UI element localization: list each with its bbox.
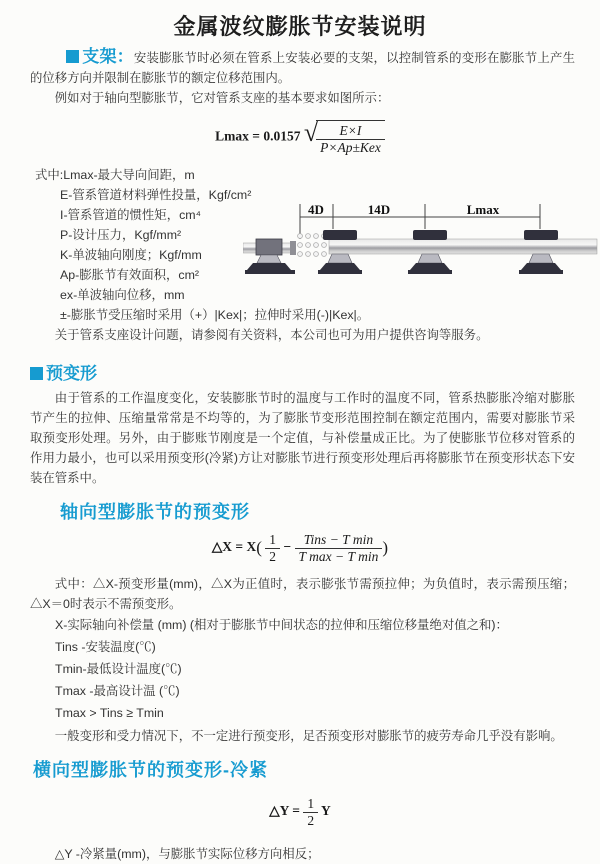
formula-lateral-rhs: Y — [320, 803, 331, 819]
definition-item: I-管系管道的惯性矩，cm⁴ — [60, 208, 201, 223]
list-item: Tins -安装温度(℃) — [55, 640, 156, 655]
definition-item: P-设计压力，Kgf/mm² — [60, 228, 182, 243]
definition-item: ex-单波轴向位移，mm — [60, 288, 185, 303]
axial-variable-list — [55, 616, 600, 724]
axial-description: 式中：△X-预变形量(mm)，△X为正值时，表示膨张节需预拉伸；为负值时，表示需预压缩；△X＝0时表示不需预变形。 — [30, 577, 575, 612]
fraction-half: $\frac{1}{2}$ — [303, 796, 318, 828]
dimension-label-4d: 4D — [308, 203, 324, 217]
formula-lateral-lhs: △Y = — [269, 803, 300, 819]
axial-note: 一般变形和受力情况下，不一定进行预变形，足否预变形对膨胀节的疲劳寿命几乎没有影响。 — [54, 729, 563, 744]
dimension-label-lmax: Lmax — [466, 203, 500, 217]
list-item: Tmin-最低设计温度(℃) — [55, 662, 182, 677]
formula-axial — [0, 532, 600, 564]
definition-item: K-单波轴向刚度；Kgf/mm — [60, 248, 202, 263]
document-page — [0, 10, 600, 862]
formula-lmax-lhs: Lmax = 0.0157 — [215, 128, 301, 144]
support-paragraph-2: 例如对于轴向型膨胀节，它对管系支座的基本要求如图所示： — [54, 91, 390, 105]
fraction-half: $\frac{1}{2}$ — [265, 532, 280, 564]
support-paragraph-1 — [30, 47, 575, 88]
close-paren: ) — [382, 538, 389, 558]
section-heading-support — [30, 47, 134, 66]
where-label: 式中:Lmax-最大导向间距，m — [35, 168, 195, 183]
definition-item: E-管系管道材料弹性投量，Kgf/cm² — [60, 188, 252, 203]
formula-lmax-numerator: E×I — [339, 123, 362, 138]
predeform-heading-label: 预变形 — [46, 364, 97, 384]
fraction-temperature: $\frac{\text{Tins − T min}}{\text{T max − T min}}$ — [295, 532, 383, 564]
formula-lmax — [0, 120, 600, 155]
definition-item: Ap-膨胀节有效面积，cm² — [60, 268, 200, 283]
lateral-description: △Y -冷紧量(mm)，与膨胀节实际位移方向相反； — [54, 847, 320, 862]
support-paragraph-1-text: 安装膨胀节时必须在管系上安装必要的支架，以控制管系的变形在膨胀节上产生的位移方向并限制在膨胀节的额定位移范围内。 — [30, 51, 576, 85]
dimension-label-14d: 14D — [367, 203, 391, 217]
list-item: X-实际轴向补偿量 (mm) (相对于膨胀节中间状态的拉伸和压缩位移量绝对值之和)： — [55, 618, 508, 633]
formula-lmax-denominator: P×Ap±Kex — [316, 139, 385, 156]
radical-expression — [304, 120, 385, 155]
blue-square-icon — [66, 50, 79, 63]
page-title: 金属波纹膨胀节安装说明 — [173, 14, 427, 39]
predeform-paragraph: 由于管系的工作温度变化，安装膨胀节时的温度与工作时的温度不同，管系热膨胀冷缩对膨胀节产生的拉伸、压缩量常常是不均等的，为了膨胀节变形范围控制在额定范围内，需要对膨胀节采取预变形处理。另外，由于膨账节刚度是一个定值，与补偿量成正比。为了使膨胀节位移对管系的作用力最小，也可以采用预变形(冷紧)方让对膨胀节进行预变形处理后再将膨胀节在预变形状态下安装在管系中。 — [30, 391, 575, 486]
support-heading-label: 支架： — [82, 47, 134, 66]
radical-sign: √ — [303, 118, 319, 147]
bellows-icon — [298, 234, 327, 257]
definition-item: ±-膨胀节受压缩时采用（+）|Kex|；拉伸时采用(-)|Kex|。 — [60, 308, 370, 323]
list-item: Tmax -最高设计温 (℃) — [55, 684, 180, 699]
minus-sign: − — [283, 539, 292, 555]
formula-lateral — [0, 796, 600, 828]
subsection-heading-axial: 轴向型膨胀节的预变形 — [60, 502, 250, 523]
subsection-heading-lateral: 横向型膨胀节的预变形-冷紧 — [33, 760, 268, 781]
list-item: Tmax > Tins ≥ Tmin — [55, 706, 164, 721]
formula-axial-lhs: △X = X — [211, 539, 257, 555]
support-note: 关于管系支座设计问题，请参阅有关资料，本公司也可为用户提供咨询等服务。 — [54, 328, 489, 343]
blue-square-icon — [30, 367, 43, 380]
open-paren: ( — [256, 538, 262, 558]
left-pipe-cap — [290, 241, 296, 255]
section-heading-predeform — [30, 359, 600, 384]
main-pipe — [329, 239, 597, 254]
pipe-support-diagram — [243, 203, 599, 299]
